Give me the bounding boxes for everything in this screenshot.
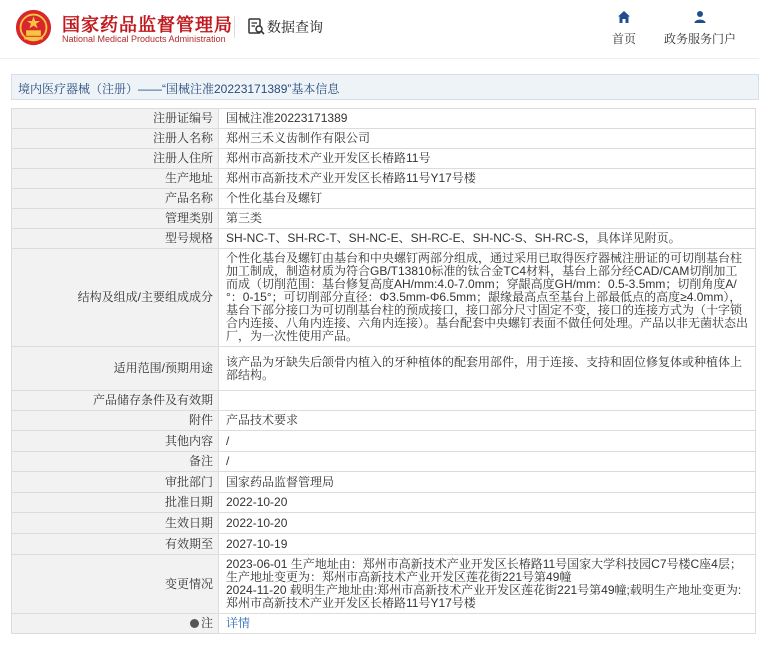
row-label: 批准日期 bbox=[12, 493, 219, 513]
row-value: / bbox=[219, 431, 756, 452]
site-header bbox=[0, 0, 759, 56]
row-label: 注册证编号 bbox=[12, 109, 219, 129]
org-name-cn: 国家药品监督管理局 bbox=[62, 15, 233, 35]
note-value-cell bbox=[219, 614, 756, 634]
row-value: 2022-10-20 bbox=[219, 493, 756, 513]
row-value: / bbox=[219, 452, 756, 472]
row-label: 适用范围/预期用途 bbox=[12, 347, 219, 391]
row-label: 管理类别 bbox=[12, 209, 219, 229]
row-value: 郑州市高新技术产业开发区长椿路11号 bbox=[219, 149, 756, 169]
national-emblem-icon bbox=[15, 9, 52, 46]
row-label: 生产地址 bbox=[12, 169, 219, 189]
row-value: 个性化基台及螺钉由基台和中央螺钉两部分组成，通过采用已取得医疗器械注册证的可切削基台柱加工制成，制造材质为符合GB/T13810标准的钛合金TC4材料，基台上部分经CAD/CAM切削加工而成（切削范围：基台修复高度AH/mm:4.0-7.0mm；穿龈高度GH/mm：0.5-3.5mm；切削角度A/°：0-15°；可切削部分直径：Φ3.5mm-Φ6.5mm；龈缘最高点至基台上部最低点的高度≥4.0mm），基台下部分接口为可切削基台柱的预成接口，接口部分尺寸固定不变，接口的连接方式为（十字锁合内连接、八角内连接、六角内连接）。基台配套中央螺钉表面不做任何处理。产品以非无菌状态出厂，为一次性使用产品。 bbox=[219, 249, 756, 347]
row-label: 其他内容 bbox=[12, 431, 219, 452]
row-value: 个性化基台及螺钉 bbox=[219, 189, 756, 209]
row-label: 结构及组成/主要组成成分 bbox=[12, 249, 219, 347]
nav-gov-service-link[interactable] bbox=[661, 10, 739, 50]
table-row bbox=[12, 534, 756, 555]
table-row bbox=[12, 109, 756, 129]
user-icon bbox=[693, 10, 707, 24]
row-label: 生效日期 bbox=[12, 513, 219, 534]
row-value bbox=[219, 391, 756, 411]
table-row bbox=[12, 347, 756, 391]
table-row bbox=[12, 391, 756, 411]
nav-home-link[interactable] bbox=[607, 10, 641, 50]
row-value: SH-NC-T、SH-RC-T、SH-NC-E、SH-RC-E、SH-NC-S、SH-RC-S，具体详见附页。 bbox=[219, 229, 756, 249]
table-row bbox=[12, 189, 756, 209]
table-row bbox=[12, 452, 756, 472]
row-value: 2027-10-19 bbox=[219, 534, 756, 555]
table-row bbox=[12, 129, 756, 149]
row-value: 第三类 bbox=[219, 209, 756, 229]
nav-gov-service-label: 政务服务门户 bbox=[663, 32, 736, 46]
row-value: 国家药品监督管理局 bbox=[219, 472, 756, 493]
row-value: 郑州三禾义齿制作有限公司 bbox=[219, 129, 756, 149]
row-value: 产品技术要求 bbox=[219, 411, 756, 431]
data-query-title: 数据查询 bbox=[267, 19, 323, 35]
row-label: 注册人名称 bbox=[12, 129, 219, 149]
row-value: 2023-06-01 生产地址由：郑州市高新技术产业开发区长椿路11号国家大学科技园C7号楼C座4层；生产地址变更为：郑州市高新技术产业开发区莲花街221号第49幢 2024-11-20 载明生产地址由:郑州市高新技术产业开发区莲花街221号第49幢;载明生产地址变更为:郑州市高新技术产业开发区长椿路11号Y17号楼 bbox=[219, 555, 756, 614]
row-value: 郑州市高新技术产业开发区长椿路11号Y17号楼 bbox=[219, 169, 756, 189]
table-row bbox=[12, 513, 756, 534]
row-label: 备注 bbox=[12, 452, 219, 472]
header-separator bbox=[0, 58, 759, 59]
row-value: 国械注准20223171389 bbox=[219, 109, 756, 129]
table-row bbox=[12, 169, 756, 189]
table-row bbox=[12, 209, 756, 229]
row-label: 产品名称 bbox=[12, 189, 219, 209]
note-bullet-icon bbox=[190, 619, 199, 628]
note-label: 注 bbox=[200, 616, 213, 630]
nav-home-label: 首页 bbox=[611, 32, 636, 46]
table-row bbox=[12, 555, 756, 614]
row-value: 该产品为牙缺失后颌骨内植入的牙种植体的配套用部件，用于连接、支持和固位修复体或种植体上部结构。 bbox=[219, 347, 756, 391]
row-label: 注册人住所 bbox=[12, 149, 219, 169]
table-row bbox=[12, 229, 756, 249]
device-info-table bbox=[11, 108, 756, 634]
header-divider bbox=[234, 16, 235, 38]
data-query-icon bbox=[247, 17, 265, 35]
table-row bbox=[12, 249, 756, 347]
note-label-cell bbox=[12, 614, 219, 634]
row-label: 型号规格 bbox=[12, 229, 219, 249]
table-row-note bbox=[12, 614, 756, 634]
details-link[interactable]: 详情 bbox=[226, 616, 251, 630]
row-label: 审批部门 bbox=[12, 472, 219, 493]
row-label: 有效期至 bbox=[12, 534, 219, 555]
table-row bbox=[12, 149, 756, 169]
row-label: 附件 bbox=[12, 411, 219, 431]
section-title: 境内医疗器械（注册）——“国械注准20223171389”基本信息 bbox=[18, 82, 340, 96]
section-title-bar bbox=[11, 74, 759, 100]
row-label: 变更情况 bbox=[12, 555, 219, 614]
org-name-en: National Medical Products Administration bbox=[62, 34, 226, 44]
home-icon bbox=[617, 10, 631, 24]
row-label: 产品储存条件及有效期 bbox=[12, 391, 219, 411]
table-row bbox=[12, 411, 756, 431]
row-value: 2022-10-20 bbox=[219, 513, 756, 534]
table-row bbox=[12, 431, 756, 452]
table-row bbox=[12, 472, 756, 493]
table-row bbox=[12, 493, 756, 513]
